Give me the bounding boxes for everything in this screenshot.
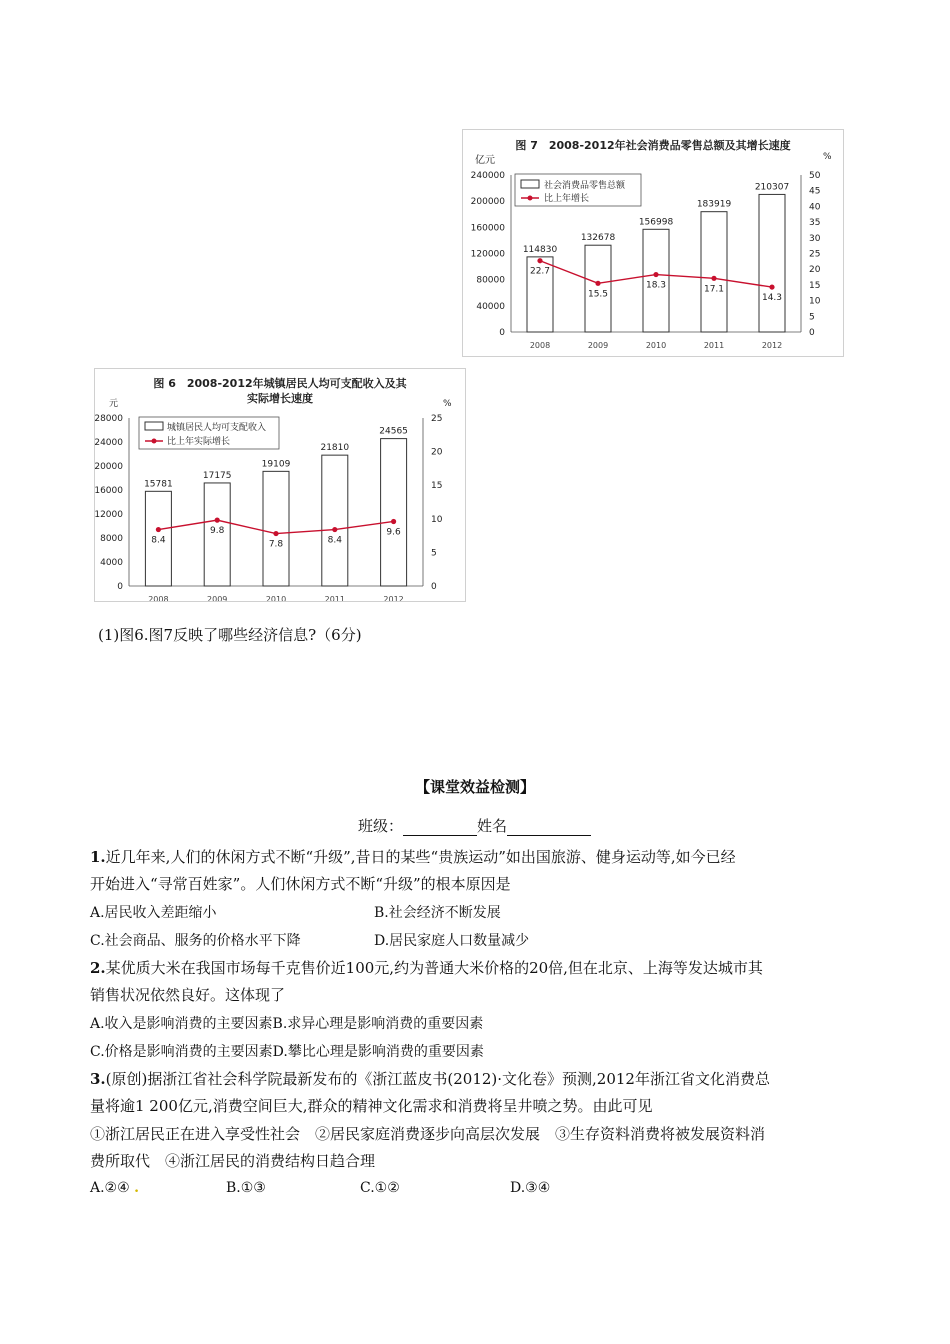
fig7-growth-point: [769, 284, 774, 289]
fig7-right-tick-label: 40: [809, 202, 821, 213]
q2-stem-line2: 销售状况依然良好。这体现了: [90, 986, 286, 1004]
fig6-right-unit: %: [443, 399, 452, 409]
fig6-x-tick-label: 2010: [265, 595, 287, 601]
fig7-growth-point: [653, 272, 658, 277]
q1-option-b[interactable]: B.社会经济不断发展: [374, 905, 501, 921]
fig7-left-tick-label: 160000: [470, 223, 505, 234]
fig6-bar-label: 15781: [144, 479, 173, 490]
fig6-legend-line-marker: [152, 439, 157, 444]
q1-option-c[interactable]: C.社会商品、服务的价格水平下降: [90, 933, 301, 949]
fig6-left-unit: 元: [109, 399, 119, 409]
fig7-right-unit: %: [823, 152, 832, 162]
q3-stem-text1: (原创)据浙江省社会科学院最新发布的《浙江蓝皮书(2012)·文化卷》预测,2012年浙江省文化消费总: [105, 1070, 770, 1088]
fig7-right-tick-label: 50: [809, 171, 821, 181]
fig7-bar-label: 132678: [580, 233, 616, 244]
fig6-legend-bar-swatch: [145, 422, 163, 430]
q3-option-a-mark: .: [134, 1180, 139, 1196]
fig7-legend-bar-label: 社会消费品零售总额: [544, 181, 626, 191]
fig7-legend-line-marker: [528, 196, 533, 201]
fig7-x-tick-label: 2009: [587, 341, 609, 350]
fig6-growth-point: [391, 519, 396, 524]
fig7-bar-label: 183919: [696, 199, 732, 210]
fig6-growth-label: 7.8: [268, 539, 284, 550]
fig6-left-tick-label: 0: [117, 582, 123, 592]
fig6-left-tick-label: 24000: [95, 438, 123, 448]
fig7-left-tick-label: 120000: [470, 249, 505, 260]
fig6-growth-point: [332, 527, 337, 532]
q2-options-cd[interactable]: C.价格是影响消费的主要因素D.攀比心理是影响消费的重要因素: [90, 1044, 484, 1060]
fig6-bar-label: 19109: [261, 459, 291, 470]
fig6-growth-label: 8.4: [327, 535, 342, 546]
fig6-bar-label: 24565: [379, 426, 408, 437]
fig7-right-tick-label: 25: [809, 249, 821, 260]
fig6-title-line2: 实际增长速度: [247, 392, 313, 405]
fig7-x-tick-label: 2011: [703, 341, 725, 350]
fig7-bar-label: 156998: [638, 217, 674, 228]
fig7-x-tick-label: 2008: [529, 341, 551, 350]
fig6-right-tick-label: 0: [431, 582, 437, 592]
fig7-title: 图 7 2008-2012年社会消费品零售总额及其增长速度: [515, 139, 791, 152]
fig6-right-tick-label: 10: [431, 514, 443, 525]
q1-option-d[interactable]: D.居民家庭人口数量减少: [374, 933, 530, 949]
fig6-left-tick-label: 12000: [95, 510, 123, 520]
figure-7-chart: [462, 129, 844, 357]
fig7-right-tick-label: 10: [809, 296, 821, 307]
section-title: 【课堂效益检测】: [414, 778, 535, 796]
name-label: 姓名: [477, 817, 508, 835]
fig6-growth-point: [215, 518, 220, 523]
fig6-left-tick-label: 16000: [95, 486, 123, 496]
fig6-bar: [322, 455, 348, 586]
fig7-growth-point: [537, 258, 542, 263]
fig6-growth-point: [273, 531, 278, 536]
fig7-right-tick-label: 5: [809, 312, 815, 323]
q3-stem-line3: ①浙江居民正在进入享受性社会 ②居民家庭消费逐步向高层次发展 ③生存资料消费将被发展资料消: [90, 1125, 766, 1143]
q1-option-a[interactable]: A.居民收入差距缩小: [90, 905, 217, 921]
fig7-left-tick-label: 80000: [476, 275, 505, 286]
q3-option-a-label: A.②④: [90, 1180, 130, 1196]
figure-6-svg: [95, 369, 465, 601]
fig7-right-tick-label: 20: [809, 265, 821, 276]
fig7-bar: [759, 194, 785, 332]
fig6-left-tick-label: 4000: [100, 558, 123, 568]
class-blank[interactable]: [403, 819, 477, 836]
fig6-bar: [381, 439, 407, 586]
q2-number: 2.: [90, 959, 106, 977]
fig6-growth-label: 8.4: [151, 535, 166, 546]
fig6-right-tick-label: 20: [431, 447, 443, 458]
fig6-x-tick-label: 2009: [207, 595, 228, 601]
fig6-x-tick-label: 2008: [148, 595, 169, 601]
fig7-legend-bar-swatch: [521, 180, 539, 188]
fig7-left-tick-label: 40000: [476, 301, 505, 312]
q3-stem-line4: 费所取代 ④浙江居民的消费结构日趋合理: [90, 1152, 376, 1170]
fig7-growth-label: 18.3: [645, 280, 667, 291]
question-1-prompt: (1)图6.图7反映了哪些经济信息?（6分): [98, 626, 362, 644]
fig6-growth-point: [156, 527, 161, 532]
fig7-bar-label: 210307: [754, 182, 790, 193]
fig7-legend-line-label: 比上年增长: [544, 194, 590, 204]
fig7-growth-label: 14.3: [761, 293, 783, 304]
fig6-legend-line-label: 比上年实际增长: [167, 437, 231, 447]
q1-stem-text1: 近几年来,人们的休闲方式不断“升级”,昔日的某些“贵族运动”如出国旅游、健身运动等,如今已经: [105, 848, 736, 866]
q2-stem-text1: 某优质大米在我国市场每千克售价近100元,约为普通大米价格的20倍,但在北京、上海等发达城市其: [105, 959, 763, 977]
fig6-growth-label: 9.6: [386, 527, 401, 538]
q3-stem-line1: [90, 1069, 770, 1089]
fig6-left-tick-label: 20000: [95, 462, 123, 472]
q1-number: 1.: [90, 848, 106, 866]
q3-option-b[interactable]: B.①③: [226, 1180, 266, 1196]
q3-option-d[interactable]: D.③④: [510, 1180, 551, 1196]
fig6-right-tick-label: 25: [431, 414, 443, 424]
fig7-right-tick-label: 35: [809, 218, 821, 229]
fig7-right-tick-label: 45: [809, 186, 821, 197]
q1-stem-line1: [90, 847, 736, 867]
fig7-right-tick-label: 0: [809, 328, 815, 338]
fig6-bar-label: 17175: [202, 470, 232, 481]
name-blank[interactable]: [507, 819, 591, 836]
fig7-growth-label: 15.5: [587, 289, 609, 300]
q3-option-c[interactable]: C.①②: [360, 1180, 400, 1196]
fig6-bar: [263, 471, 289, 586]
fig6-title-line1: 图 6 2008-2012年城镇居民人均可支配收入及其: [153, 377, 407, 390]
fig6-right-tick-label: 5: [431, 548, 437, 559]
fig7-left-tick-label: 0: [499, 328, 505, 338]
q2-stem-line1: [90, 958, 763, 978]
q3-stem-line2: 量将逾1 200亿元,消费空间巨大,群众的精神文化需求和消费将呈井喷之势。由此可见: [90, 1097, 653, 1115]
fig6-bar-label: 21810: [320, 443, 350, 454]
fig6-left-tick-label: 28000: [95, 414, 123, 424]
fig7-bar: [701, 212, 727, 332]
q3-number: 3.: [90, 1070, 106, 1088]
fig7-growth-label: 17.1: [703, 284, 725, 295]
figure-6-chart: [94, 368, 466, 602]
fig7-growth-point: [711, 276, 716, 281]
fig7-bar-label: 114830: [522, 244, 558, 255]
figure-7-svg: [463, 130, 843, 356]
fig6-x-tick-label: 2011: [324, 595, 345, 601]
class-label: 班级：: [358, 817, 404, 835]
fig7-x-tick-label: 2010: [645, 341, 667, 350]
fig7-right-tick-label: 15: [809, 280, 821, 291]
fig7-right-tick-label: 30: [809, 233, 821, 244]
fig6-right-tick-label: 15: [431, 481, 443, 492]
fig6-legend-bar-label: 城镇居民人均可支配收入: [167, 423, 267, 433]
fig7-left-tick-label: 240000: [470, 171, 505, 181]
fig6-x-tick-label: 2012: [383, 595, 404, 601]
fig7-growth-point: [595, 281, 600, 286]
class-name-line: [358, 815, 591, 836]
q2-options-ab[interactable]: A.收入是影响消费的主要因素B.求异心理是影响消费的重要因素: [90, 1016, 484, 1032]
fig6-left-tick-label: 8000: [100, 534, 123, 544]
q1-stem-line2: 开始进入“寻常百姓家”。人们休闲方式不断“升级”的根本原因是: [90, 875, 511, 893]
q3-option-a[interactable]: [90, 1180, 139, 1196]
fig7-left-tick-label: 200000: [470, 197, 505, 208]
fig7-growth-label: 22.7: [529, 266, 551, 277]
fig7-left-unit: 亿元: [475, 155, 495, 166]
fig7-x-tick-label: 2012: [761, 341, 783, 350]
fig6-growth-label: 9.8: [210, 526, 225, 537]
